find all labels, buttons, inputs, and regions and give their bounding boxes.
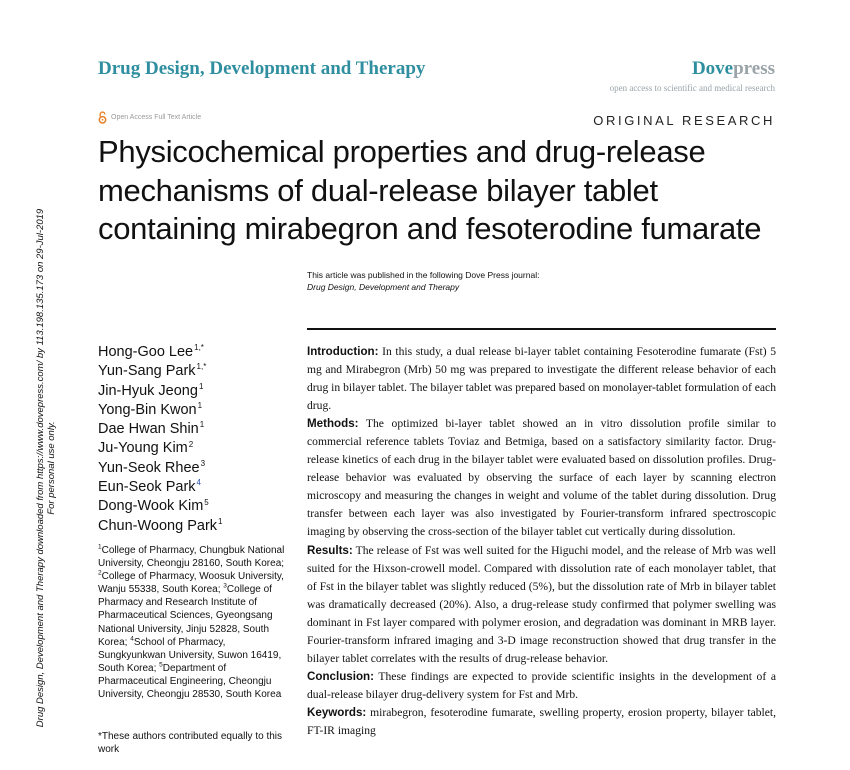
personal-use-note: For personal use only. xyxy=(46,421,57,515)
affiliation-mark: 5 xyxy=(159,661,163,669)
affiliation-text: College of Pharmacy, Chungbuk National University, Cheongju 28160, South Korea; xyxy=(98,545,285,570)
abstract-text: In this study, a dual release bi-layer tablet containing Fesoterodine fumarate (Fst) 5 mg and Mirabegron (Mrb) 50 mg was prepared to investigate the different release behavior of each drug in bilayer tablet. The bilayer tablet was prepared based on monolayer-tablet formulation of each drug. xyxy=(307,345,776,413)
affiliation-mark: 2 xyxy=(98,569,102,577)
author-affiliation-mark: 1 xyxy=(198,381,204,391)
author-affiliation-mark: 1 xyxy=(199,420,205,430)
abstract-heading: Results: xyxy=(307,543,353,557)
abstract-methods xyxy=(307,415,776,541)
author-name: Hong-Goo Lee xyxy=(98,344,194,360)
author-name: Yun-Sang Park xyxy=(98,363,196,380)
equal-contribution-note: *These authors contributed equally to this work xyxy=(98,731,282,756)
author-affiliation-mark: 1 xyxy=(218,516,223,526)
abstract-heading: Keywords: xyxy=(307,705,367,719)
author-affiliation-mark: 1,* xyxy=(196,362,207,372)
author-item[interactable] xyxy=(98,343,222,362)
author-item[interactable] xyxy=(98,497,222,516)
affiliation-text: School of Pharmacy, Sungkyunkwan University, Suwon 16419, South Korea; xyxy=(98,636,282,674)
author-item[interactable] xyxy=(98,362,222,381)
author-item[interactable] xyxy=(98,382,222,401)
affiliation-mark: 3 xyxy=(223,582,227,590)
open-access-text: Open Access Full Text Article xyxy=(111,114,202,121)
author-name: Yong-Bin Kwon xyxy=(98,401,197,418)
author-item[interactable] xyxy=(98,459,222,478)
author-item[interactable] xyxy=(98,478,222,497)
author-affiliation-mark: 3 xyxy=(200,458,206,468)
affiliation-text: Department of Pharmaceutical Engineering, Cheongju University, Cheongju 28530, South Korea xyxy=(98,662,282,701)
article-title: Physicochemical properties and drug-release mechanisms of dual-release bilayer tablet containing mirabegron and fesoterodine fumarate xyxy=(98,134,762,246)
author-item[interactable] xyxy=(98,439,222,458)
author-item[interactable] xyxy=(98,420,222,439)
author-affiliation-mark: 2 xyxy=(188,439,194,449)
affiliation-text: College of Pharmacy, Woosuk University, Wanju 55338, South Korea; xyxy=(98,571,284,596)
download-watermark xyxy=(35,178,57,758)
author-name: Ju-Young Kim xyxy=(98,440,188,457)
abstract-results xyxy=(307,542,776,668)
abstract xyxy=(307,343,776,740)
author-name: Dae Hwan Shin xyxy=(98,421,199,438)
abstract-keywords xyxy=(307,704,776,740)
abstract-divider xyxy=(307,328,776,330)
abstract-heading: Conclusion: xyxy=(307,669,374,683)
abstract-heading: Introduction: xyxy=(307,345,379,358)
brand-name-part1: Dove xyxy=(691,58,734,79)
author-affiliation-mark: 1,* xyxy=(194,343,204,353)
abstract-text: The optimized bi-layer tablet showed an in vitro dissolution profile similar to commercial reference tablets Toviaz and Betmiga, based on a satisfactory similarity factor. Drug-release kinetics of each drug in the bilayer tablet were evaluated based on dissolution profiles. Drug-release behavior was evaluated by observing the surface of each layer by scanning electron microscopy and measuring the changes in weight and volume of the tablet during dissolution. Drug transfer between each layer was also investigated by Fourier-transform infrared spectroscopic imaging by observing the cross-section of the bilayer tablet cut vertically during dissolution. xyxy=(307,417,776,539)
author-list xyxy=(98,343,222,536)
open-access-label xyxy=(98,111,201,124)
author-orcid-mark[interactable]: 4 xyxy=(196,478,201,488)
author-affiliation-mark: 1 xyxy=(197,401,203,411)
abstract-text: The release of Fst was well suited for the Higuchi model, and the release of Mrb was well suited for the Hixson-crowell model. Compared with dissolution rate of each monolayer tablet, that of Fst in the bilayer tablet was slightly reduced (5%), but the dissolution rate of Mrb in bilayer tablet was dramatically decreased (20%). Also, a drug-release study confirmed that polymer swelling was dominant in Fst layer compared with polymer erosion, and degradation was dominant in MRB layer. Fourier-transform infrared imaging and 3-D image reconstruction showed that drug transfer in the bilayer tablet correlates with the results of drug-release behavior. xyxy=(307,543,776,665)
author-name: Yun-Seok Rhee xyxy=(98,459,200,476)
publication-journal[interactable]: Drug Design, Development and Therapy xyxy=(307,282,460,292)
abstract-introduction xyxy=(307,343,776,415)
article-type: ORIGINAL RESEARCH xyxy=(593,113,775,128)
affiliation-text: College of Pharmacy and Research Institute of Pharmaceutical Sciences, Gyeongsang National University, Jinju 52828, South Korea; xyxy=(98,584,273,648)
author-name: Eun-Seok Park xyxy=(98,479,196,496)
abstract-conclusion xyxy=(307,668,776,704)
abstract-text: mirabegron, fesoterodine fumarate, swelling property, erosion property, bilayer tablet, FT-IR imaging xyxy=(307,705,776,737)
author-affiliation-mark: 5 xyxy=(204,497,209,507)
affiliation-mark: 1 xyxy=(98,543,102,551)
abstract-heading: Methods: xyxy=(307,417,359,431)
author-name: Dong-Wook Kim xyxy=(98,498,204,515)
affiliations xyxy=(98,544,293,701)
journal-title[interactable]: Drug Design, Development and Therapy xyxy=(98,58,426,79)
brand-name-part2: press xyxy=(733,58,775,79)
abstract-text: These findings are expected to provide scientific insights in the development of a dual-release bilayer drug-delivery system for Fst and Mrb. xyxy=(307,669,776,701)
publisher-logo[interactable] xyxy=(610,58,775,93)
publication-note-line: This article was published in the following Dove Press journal: xyxy=(307,270,540,280)
publication-note xyxy=(307,269,539,293)
open-access-lock-icon xyxy=(98,111,107,124)
brand-tagline: open access to scientific and medical research xyxy=(609,83,775,93)
author-name: Jin-Hyuk Jeong xyxy=(98,382,198,399)
affiliation-mark: 4 xyxy=(130,635,134,643)
download-info: Drug Design, Development and Therapy downloaded from https://www.dovepress.com/ by 113.198.135.173 on 29-Jul-2019 xyxy=(35,208,46,728)
author-name: Chun-Woong Park xyxy=(98,517,218,534)
author-item[interactable] xyxy=(98,517,222,536)
author-item[interactable] xyxy=(98,401,222,420)
